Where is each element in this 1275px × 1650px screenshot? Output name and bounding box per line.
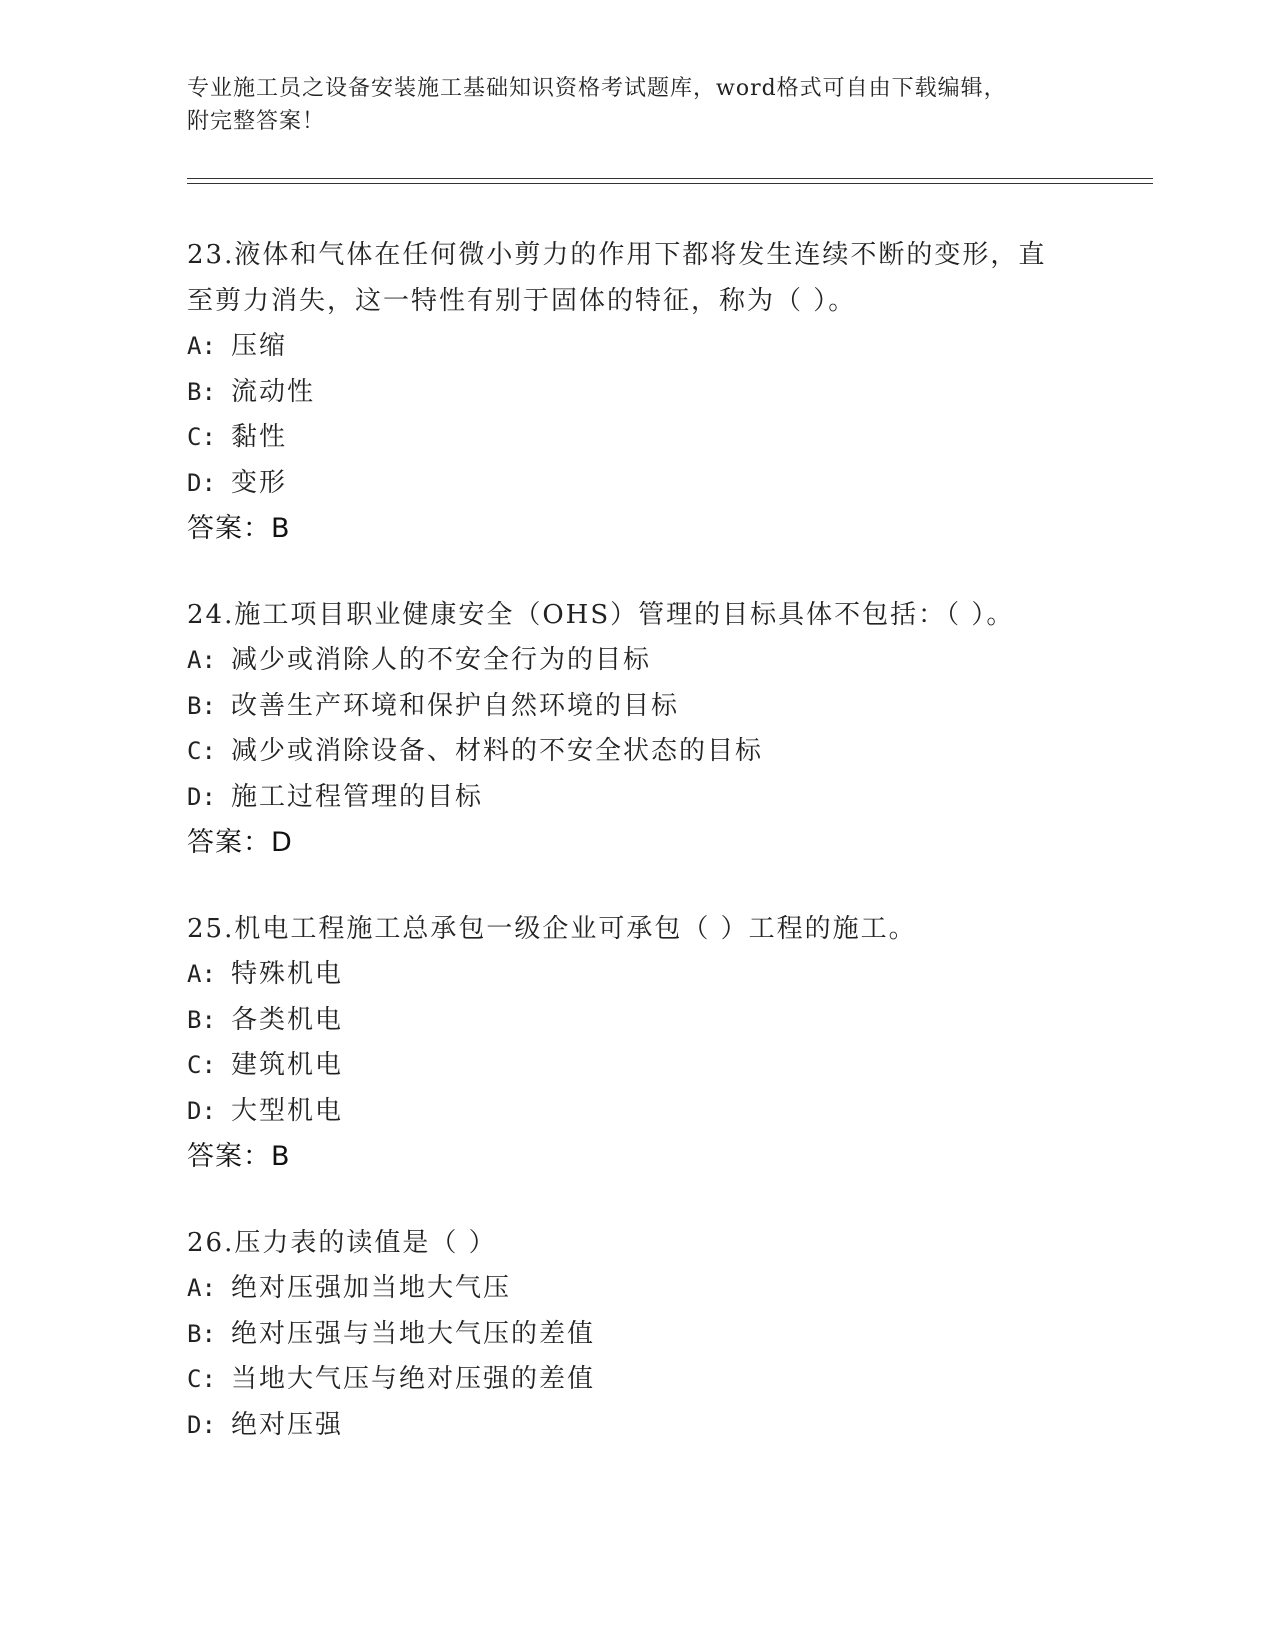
- question-list: [187, 232, 1087, 1488]
- option-text: 变形: [231, 467, 288, 498]
- answer-line: 答案：B: [187, 513, 291, 544]
- question-text-line: 25.机电工程施工总承包一级企业可承包（ ）工程的施工。: [187, 914, 917, 944]
- option-letter: B:: [187, 377, 216, 406]
- option-a: [187, 1266, 1087, 1312]
- question-text-line: 23.液体和气体在任何微小剪力的作用下都将发生连续不断的变形，直: [187, 240, 1047, 270]
- header-line-1: 专业施工员之设备安装施工基础知识资格考试题库，word格式可自由下载编辑，: [187, 76, 1007, 101]
- option-text: 绝对压强: [231, 1409, 344, 1440]
- option-letter: B:: [187, 691, 216, 720]
- option-letter: C:: [187, 1365, 216, 1393]
- option-c: [187, 1357, 1087, 1403]
- option-letter: A:: [187, 960, 216, 988]
- option-c: [187, 1043, 1087, 1089]
- option-text: 特殊机电: [231, 959, 344, 989]
- option-text: 流动性: [231, 376, 316, 407]
- option-text: 建筑机电: [231, 1050, 344, 1080]
- header-divider-bottom: [187, 183, 1153, 184]
- question-23: [187, 232, 1087, 552]
- answer-line: 答案：D: [187, 827, 293, 858]
- option-text: 改善生产环境和保护自然环境的目标: [231, 690, 680, 721]
- option-letter: C:: [187, 737, 216, 765]
- answer-line: 答案：B: [187, 1141, 291, 1172]
- option-letter: C:: [187, 1051, 216, 1079]
- document-header: [187, 72, 1087, 138]
- option-c: [187, 415, 1087, 461]
- option-letter: D:: [187, 782, 216, 811]
- option-letter: A:: [187, 1274, 216, 1302]
- option-d: [187, 461, 1087, 507]
- option-a: [187, 952, 1087, 998]
- option-text: 绝对压强与当地大气压的差值: [231, 1318, 596, 1349]
- option-letter: D:: [187, 1410, 216, 1439]
- question-26: [187, 1220, 1087, 1448]
- option-text: 黏性: [231, 422, 288, 452]
- question-text: [187, 232, 1087, 324]
- header-line-2: 附完整答案！: [187, 109, 326, 134]
- option-letter: C:: [187, 423, 216, 451]
- option-a: [187, 324, 1087, 370]
- option-b: [187, 1312, 1087, 1358]
- option-text: 各类机电: [231, 1004, 344, 1035]
- option-b: [187, 684, 1087, 730]
- option-letter: D:: [187, 468, 216, 497]
- option-text: 当地大气压与绝对压强的差值: [231, 1364, 596, 1394]
- question-25: [187, 906, 1087, 1180]
- option-text: 施工过程管理的目标: [231, 781, 484, 812]
- question-24: [187, 592, 1087, 866]
- question-text-line: 24.施工项目职业健康安全（OHS）管理的目标具体不包括：（ ）。: [187, 600, 1015, 630]
- option-d: [187, 1403, 1087, 1449]
- question-text: [187, 592, 1087, 638]
- question-text-line: 26.压力表的读值是（ ）: [187, 1228, 497, 1258]
- option-b: [187, 998, 1087, 1044]
- option-d: [187, 775, 1087, 821]
- option-letter: B:: [187, 1319, 216, 1348]
- question-text: [187, 1220, 1087, 1266]
- option-text: 绝对压强加当地大气压: [231, 1273, 512, 1303]
- option-b: [187, 370, 1087, 416]
- option-a: [187, 638, 1087, 684]
- option-text: 压缩: [231, 331, 288, 361]
- option-letter: B:: [187, 1005, 216, 1034]
- option-text: 大型机电: [231, 1095, 344, 1126]
- option-letter: D:: [187, 1096, 216, 1125]
- option-text: 减少或消除设备、材料的不安全状态的目标: [231, 736, 764, 766]
- option-d: [187, 1089, 1087, 1135]
- option-letter: A:: [187, 646, 216, 674]
- question-text-line: 至剪力消失，这一特性有别于固体的特征，称为（ ）。: [187, 286, 857, 316]
- header-divider-top: [187, 178, 1153, 179]
- option-c: [187, 729, 1087, 775]
- option-text: 减少或消除人的不安全行为的目标: [231, 645, 652, 675]
- option-letter: A:: [187, 332, 216, 360]
- question-text: [187, 906, 1087, 952]
